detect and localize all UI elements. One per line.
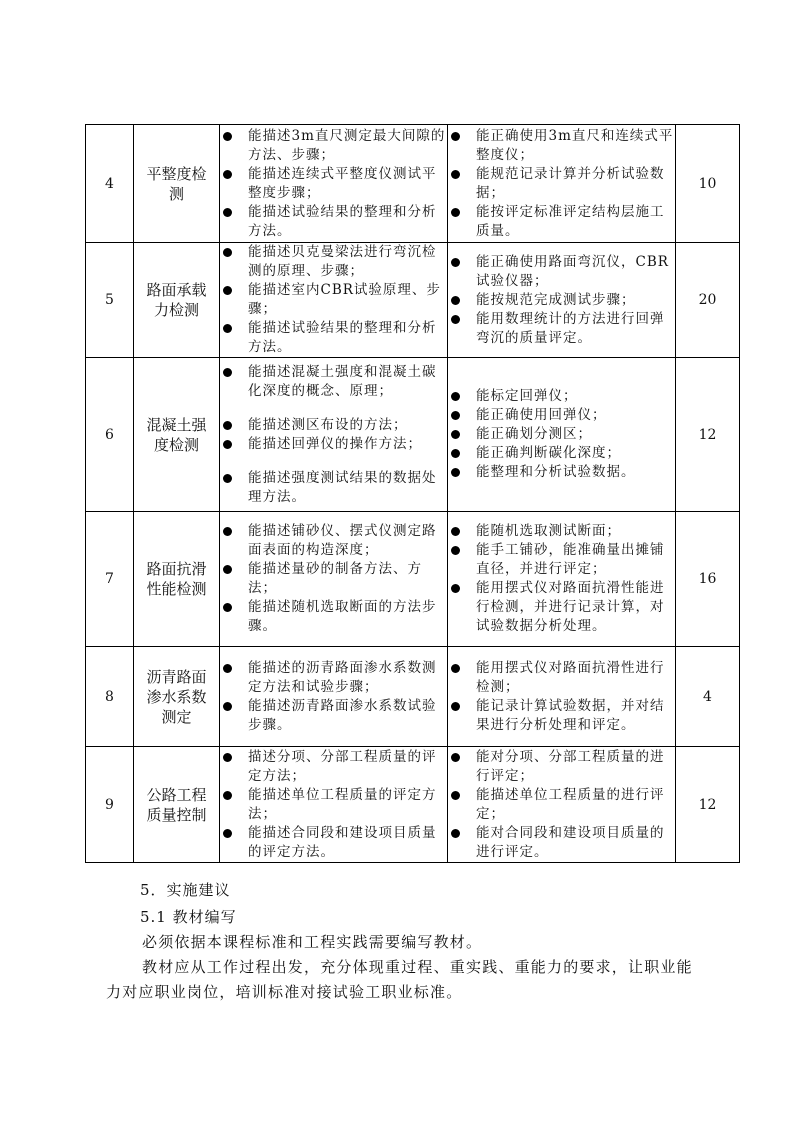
module-name: 平整度检测 bbox=[146, 164, 207, 203]
bullet-icon bbox=[223, 132, 232, 141]
bullet-icon bbox=[223, 248, 232, 257]
row-number: 4 bbox=[86, 125, 134, 243]
list-item bbox=[220, 319, 447, 357]
knowledge-cell bbox=[220, 512, 448, 647]
list-item-text: 能描述的沥青路面渗水系数测定方法和试验步骤； bbox=[248, 659, 437, 695]
module-name-cell bbox=[134, 125, 220, 243]
module-name: 混凝土强度检测 bbox=[146, 415, 207, 454]
module-name-cell bbox=[134, 512, 220, 647]
skills-cell bbox=[448, 243, 676, 358]
bullet-icon bbox=[451, 527, 460, 536]
list-item bbox=[448, 697, 675, 735]
list-item-text: 能描述强度测试结果的数据处理方法。 bbox=[248, 469, 437, 505]
skills-cell bbox=[448, 747, 676, 863]
table-row bbox=[86, 125, 740, 243]
list-item-text: 能描述试验结果的整理和分析方法。 bbox=[248, 203, 437, 239]
list-item-text: 能用摆式仪对路面抗滑性进行检测； bbox=[476, 659, 665, 695]
list-item bbox=[448, 253, 675, 291]
row-number: 7 bbox=[86, 512, 134, 647]
bullet-icon bbox=[451, 258, 460, 267]
list-item-text: 能按规范完成测试步骤； bbox=[476, 291, 636, 308]
list-item bbox=[448, 310, 675, 348]
knowledge-list bbox=[220, 243, 447, 357]
module-name: 路面承载力检测 bbox=[146, 281, 207, 319]
knowledge-list bbox=[220, 127, 447, 241]
list-item-text: 能整理和分析试验数据。 bbox=[476, 464, 636, 480]
list-item bbox=[220, 127, 447, 165]
list-item bbox=[220, 786, 447, 824]
bullet-icon bbox=[451, 702, 460, 711]
list-item-text: 能描述铺砂仪、摆式仪测定路面表面的构造深度； bbox=[248, 523, 437, 558]
knowledge-list bbox=[220, 659, 447, 735]
bullet-icon bbox=[451, 546, 460, 555]
class-hours: 12 bbox=[676, 747, 740, 863]
knowledge-cell bbox=[220, 647, 448, 747]
list-item-text: 能描述室内CBR试验原理、步骤； bbox=[248, 282, 441, 317]
bullet-icon bbox=[451, 753, 460, 762]
bullet-icon bbox=[451, 132, 460, 141]
skills-list bbox=[448, 387, 675, 482]
bullet-icon bbox=[223, 565, 232, 574]
list-item bbox=[448, 203, 675, 241]
table-row bbox=[86, 647, 740, 747]
list-item-text: 能正确判断碳化深度； bbox=[476, 445, 621, 461]
list-item bbox=[448, 579, 675, 636]
bullet-icon bbox=[223, 603, 232, 612]
skills-list bbox=[448, 127, 675, 241]
bullet-icon bbox=[223, 286, 232, 295]
list-item-text: 能描述测区布设的方法； bbox=[248, 416, 408, 433]
list-item bbox=[220, 598, 447, 636]
bullet-icon bbox=[451, 208, 460, 217]
list-item bbox=[448, 824, 675, 862]
table-body bbox=[86, 125, 740, 863]
skills-cell bbox=[448, 512, 676, 647]
list-item-text: 能描述3m直尺测定最大间隙的方法、步骤； bbox=[248, 127, 446, 163]
knowledge-cell bbox=[220, 358, 448, 512]
skills-cell bbox=[448, 125, 676, 243]
bullet-icon bbox=[451, 468, 460, 477]
list-item bbox=[220, 203, 447, 241]
knowledge-list bbox=[220, 748, 447, 862]
list-item bbox=[448, 748, 675, 786]
list-item bbox=[448, 522, 675, 541]
row-number: 8 bbox=[86, 647, 134, 747]
list-item bbox=[220, 697, 447, 735]
knowledge-list bbox=[220, 363, 447, 507]
list-item-text: 能描述量砂的制备方法、方法； bbox=[248, 561, 422, 596]
list-item-text: 能正确使用回弹仪； bbox=[476, 407, 607, 423]
bullet-icon bbox=[451, 664, 460, 673]
bullet-icon bbox=[223, 368, 232, 377]
course-content-table bbox=[85, 124, 740, 863]
module-name-cell bbox=[134, 747, 220, 863]
paragraph-textbook-approach: 教材应从工作过程出发，充分体现重过程、重实践、重能力的要求，让职业能力对应职业岗位，培训标准对接试验工职业标准。 bbox=[106, 958, 693, 1001]
list-item bbox=[220, 522, 447, 560]
section-heading-implementation: 5．实施建议 bbox=[140, 881, 231, 899]
bullet-icon bbox=[223, 421, 232, 430]
list-item bbox=[448, 786, 675, 824]
list-item bbox=[448, 406, 675, 425]
class-hours: 12 bbox=[676, 358, 740, 512]
knowledge-list bbox=[220, 522, 447, 636]
bullet-icon bbox=[223, 791, 232, 800]
bullet-icon bbox=[223, 702, 232, 711]
module-name-cell bbox=[134, 243, 220, 358]
list-item-text: 能正确使用路面弯沉仪，CBR试验仪器； bbox=[476, 253, 669, 289]
skills-list bbox=[448, 253, 675, 348]
paragraph-textbook-basis: 必须依据本课程标准和工程实践需要编写教材。 bbox=[142, 933, 483, 951]
bullet-icon bbox=[451, 296, 460, 305]
bullet-icon bbox=[451, 430, 460, 439]
table-row bbox=[86, 512, 740, 647]
list-item-text: 能描述回弹仪的操作方法； bbox=[248, 435, 422, 452]
list-item bbox=[220, 435, 447, 454]
class-hours: 20 bbox=[676, 243, 740, 358]
bullet-icon bbox=[223, 324, 232, 333]
list-item bbox=[220, 659, 447, 697]
table-row bbox=[86, 243, 740, 358]
list-item-text: 能描述混凝土强度和混凝土碳化深度的概念、原理； bbox=[248, 363, 437, 399]
list-item bbox=[220, 748, 447, 786]
subsection-heading-textbook: 5.1 教材编写 bbox=[140, 908, 237, 926]
list-item bbox=[220, 469, 447, 507]
bullet-icon bbox=[451, 392, 460, 401]
bullet-icon bbox=[451, 791, 460, 800]
list-item-text: 能正确使用3m直尺和连续式平整度仪； bbox=[476, 127, 674, 163]
list-item-text: 能对分项、分部工程质量的进行评定； bbox=[476, 748, 665, 784]
list-item bbox=[220, 281, 447, 319]
list-item-text: 能随机选取测试断面； bbox=[476, 523, 621, 539]
list-item bbox=[448, 444, 675, 463]
bullet-icon bbox=[451, 411, 460, 420]
skills-list bbox=[448, 522, 675, 636]
list-item bbox=[220, 243, 447, 281]
skills-cell bbox=[448, 647, 676, 747]
bullet-icon bbox=[223, 474, 232, 483]
list-item bbox=[448, 541, 675, 579]
bullet-icon bbox=[451, 315, 460, 324]
list-item-text: 能用摆式仪对路面抗滑性能进行检测，并进行记录计算，对试验数据分析处理。 bbox=[476, 580, 665, 634]
module-name: 沥青路面渗水系数测定 bbox=[146, 667, 207, 726]
skills-list bbox=[448, 748, 675, 862]
list-item bbox=[220, 560, 447, 598]
bullet-icon bbox=[223, 208, 232, 217]
bullet-icon bbox=[223, 527, 232, 536]
list-item-text: 能正确划分测区； bbox=[476, 426, 592, 442]
list-item-text: 能描述合同段和建设项目质量的评定方法。 bbox=[248, 824, 437, 860]
list-item-text: 能按评定标准评定结构层施工质量。 bbox=[476, 203, 665, 239]
skills-cell bbox=[448, 358, 676, 512]
module-name: 公路工程质量控制 bbox=[146, 785, 207, 824]
list-item bbox=[448, 165, 675, 203]
list-item-text: 能描述单位工程质量的评定方法； bbox=[248, 786, 437, 822]
module-name: 路面抗滑性能检测 bbox=[146, 560, 207, 598]
list-item-text: 能描述试验结果的整理和分析方法。 bbox=[248, 320, 437, 355]
row-number: 9 bbox=[86, 747, 134, 863]
class-hours: 16 bbox=[676, 512, 740, 647]
list-item-text: 能描述连续式平整度仪测试平整度步骤； bbox=[248, 165, 437, 201]
list-item bbox=[220, 416, 447, 435]
list-item bbox=[220, 165, 447, 203]
bullet-icon bbox=[223, 440, 232, 449]
list-item bbox=[448, 659, 675, 697]
list-item-text: 能描述贝克曼梁法进行弯沉检测的原理、步骤； bbox=[248, 244, 437, 279]
list-item-text: 能规范记录计算并分析试验数据； bbox=[476, 165, 665, 201]
list-item bbox=[448, 127, 675, 165]
list-item bbox=[448, 463, 675, 482]
list-item-text: 能描述随机选取断面的方法步骤。 bbox=[248, 599, 437, 634]
skills-list bbox=[448, 659, 675, 735]
table-row bbox=[86, 747, 740, 863]
list-item-text: 描述分项、分部工程质量的评定方法； bbox=[248, 748, 437, 784]
bullet-icon bbox=[223, 664, 232, 673]
bullet-icon bbox=[223, 753, 232, 762]
class-hours: 4 bbox=[676, 647, 740, 747]
list-item-text: 能描述沥青路面渗水系数试验步骤。 bbox=[248, 697, 437, 733]
class-hours: 10 bbox=[676, 125, 740, 243]
row-number: 6 bbox=[86, 358, 134, 512]
bullet-icon bbox=[451, 449, 460, 458]
list-item bbox=[448, 425, 675, 444]
list-item-text: 能标定回弹仪； bbox=[476, 388, 578, 404]
module-name-cell bbox=[134, 647, 220, 747]
knowledge-cell bbox=[220, 125, 448, 243]
bullet-icon bbox=[451, 584, 460, 593]
knowledge-cell bbox=[220, 243, 448, 358]
list-item-text: 能描述单位工程质量的进行评定； bbox=[476, 786, 665, 822]
list-item bbox=[448, 387, 675, 406]
list-item bbox=[220, 363, 447, 401]
bullet-icon bbox=[223, 829, 232, 838]
list-item-text: 能对合同段和建设项目质量的进行评定。 bbox=[476, 824, 665, 860]
module-name-cell bbox=[134, 358, 220, 512]
list-item bbox=[220, 824, 447, 862]
knowledge-cell bbox=[220, 747, 448, 863]
row-number: 5 bbox=[86, 243, 134, 358]
list-item-text: 能手工铺砂，能准确量出摊铺直径，并进行评定； bbox=[476, 542, 665, 577]
table-row bbox=[86, 358, 740, 512]
list-item bbox=[448, 291, 675, 310]
bullet-icon bbox=[451, 170, 460, 179]
bullet-icon bbox=[451, 829, 460, 838]
bullet-icon bbox=[223, 170, 232, 179]
list-item-text: 能用数理统计的方法进行回弹弯沉的质量评定。 bbox=[476, 310, 665, 346]
list-item-text: 能记录计算试验数据，并对结果进行分析处理和评定。 bbox=[476, 697, 665, 733]
